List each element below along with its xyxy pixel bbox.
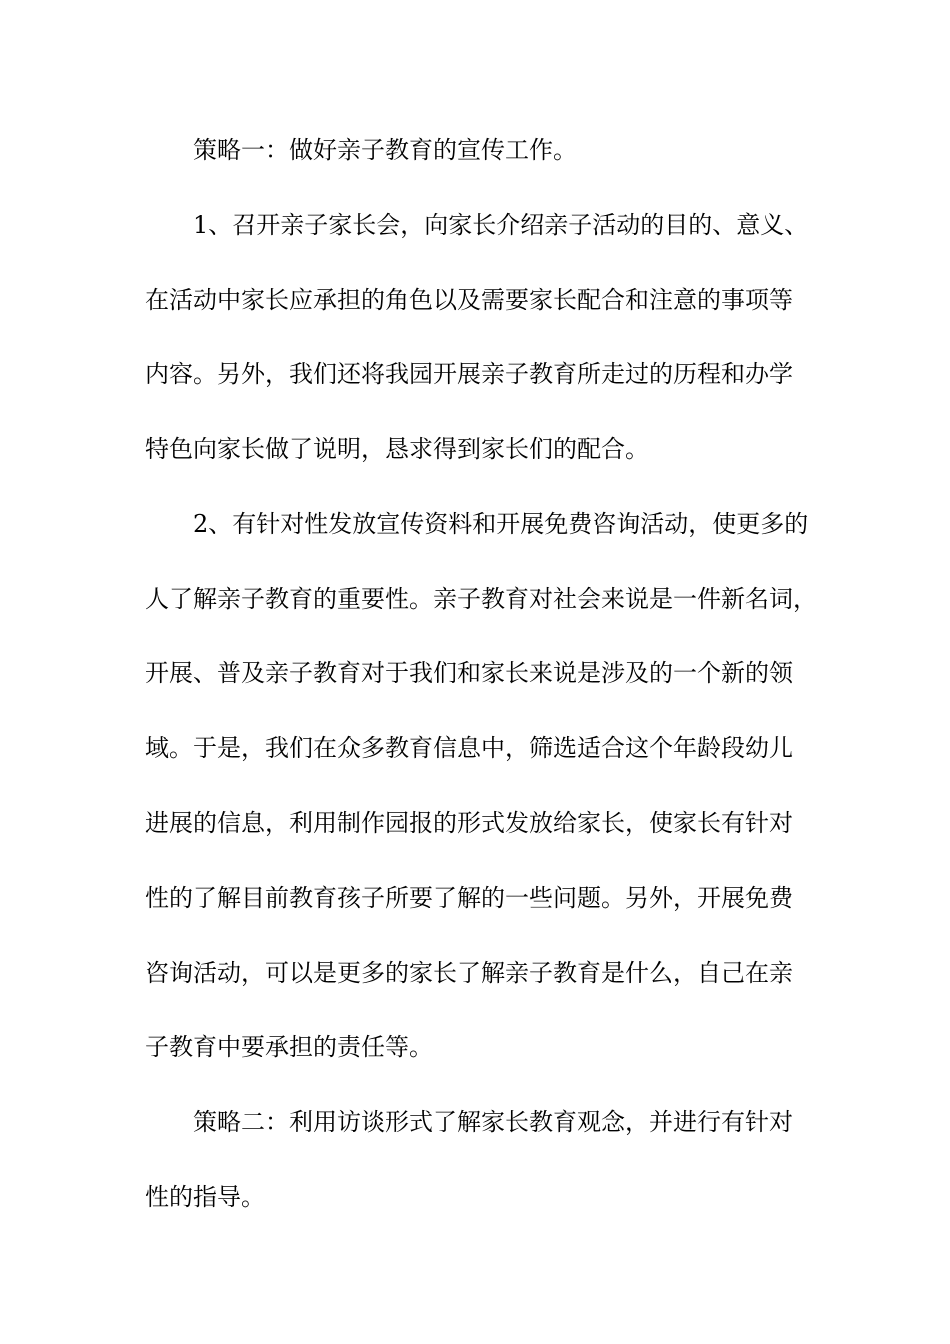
text-line: 性的了解目前教育孩子所要了解的一些问题。另外，开展免费 <box>145 883 793 912</box>
text-line: 咨询活动，可以是更多的家长了解亲子教育是什么，自己在亲 <box>145 958 793 987</box>
text-line: 性的指导。 <box>145 1182 265 1211</box>
text-line: 2、有针对性发放宣传资料和开展免费咨询活动，使更多的 <box>193 509 809 538</box>
document-body <box>145 132 817 1216</box>
paragraph-strategy-two-heading <box>145 1104 810 1216</box>
text-line: 开展、普及亲子教育对于我们和家长来说是涉及的一个新的领 <box>145 659 793 688</box>
text-line: 策略一：做好亲子教育的宣传工作。 <box>193 136 577 164</box>
text-line: 策略二：利用访谈形式了解家长教育观念，并进行有针对 <box>193 1108 793 1137</box>
text-line: 域。于是，我们在众多教育信息中，筛选适合这个年龄段幼儿 <box>145 734 793 763</box>
paragraph-strategy-one-heading <box>145 132 810 169</box>
text-line: 在活动中家长应承担的角色以及需要家长配合和注意的事项等 <box>145 285 793 314</box>
text-line: 进展的信息，利用制作园报的形式发放给家长，使家长有针对 <box>145 809 793 838</box>
paragraph-item-two <box>145 506 817 1067</box>
paragraph-item-one <box>145 207 810 469</box>
text-line: 内容。另外，我们还将我园开展亲子教育所走过的历程和办学 <box>145 360 793 389</box>
text-line: 子教育中要承担的责任等。 <box>145 1033 433 1062</box>
text-line: 人了解亲子教育的重要性。亲子教育对社会来说是一件新名词， <box>145 584 817 613</box>
text-line: 特色向家长做了说明，恳求得到家长们的配合。 <box>145 435 649 464</box>
text-line: 1、召开亲子家长会，向家长介绍亲子活动的目的、意义、 <box>193 210 809 239</box>
